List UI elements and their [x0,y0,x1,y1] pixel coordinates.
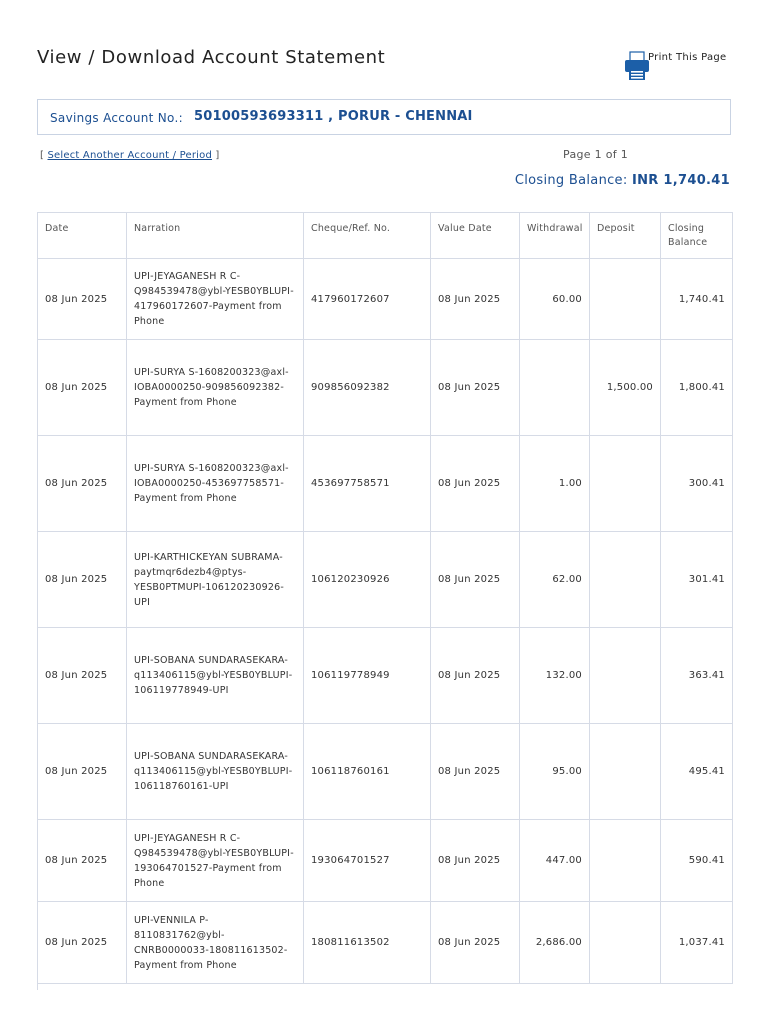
page-indicator: Page 1 of 1 [563,148,629,161]
table-row [38,628,733,724]
cell-deposit [590,436,661,532]
cell-withdrawal: 1.00 [520,436,590,532]
closing-balance-label: Closing Balance: [514,173,628,188]
statement-table [37,212,733,984]
print-label[interactable]: Print This Page [648,52,727,63]
cell-ref: 417960172607 [304,259,431,340]
cell-narration: UPI-SOBANA SUNDARASEKARA-q113406115@ybl-YESB0YBLUPI-106118760161-UPI [127,724,304,820]
table-continuation-border [37,978,38,990]
cell-narration: UPI-KARTHICKEYAN SUBRAMA-paytmqr6dezb4@ptys-YESB0PTMUPI-106120230926-UPI [127,532,304,628]
cell-withdrawal: 60.00 [520,259,590,340]
header-date: Date [38,213,127,259]
print-page-link[interactable] [624,50,736,82]
cell-narration: UPI-VENNILA P-8110831762@ybl-CNRB0000033-180811613502-Payment from Phone [127,902,304,984]
cell-deposit: 1,500.00 [590,340,661,436]
cell-balance: 301.41 [661,532,733,628]
cell-date: 08 Jun 2025 [38,532,127,628]
cell-withdrawal [520,340,590,436]
cell-withdrawal: 2,686.00 [520,902,590,984]
cell-withdrawal: 62.00 [520,532,590,628]
cell-value-date: 08 Jun 2025 [431,532,520,628]
cell-value-date: 08 Jun 2025 [431,259,520,340]
cell-date: 08 Jun 2025 [38,724,127,820]
cell-balance: 363.41 [661,628,733,724]
cell-ref: 106119778949 [304,628,431,724]
bracket-close: ] [215,150,220,161]
cell-narration: UPI-JEYAGANESH R C-Q984539478@ybl-YESB0YBLUPI-193064701527-Payment from Phone [127,820,304,902]
cell-ref: 180811613502 [304,902,431,984]
table-row [38,724,733,820]
table-row [38,259,733,340]
cell-value-date: 08 Jun 2025 [431,724,520,820]
cell-narration: UPI-SURYA S-1608200323@axl-IOBA0000250-909856092382-Payment from Phone [127,340,304,436]
cell-narration: UPI-SURYA S-1608200323@axl-IOBA0000250-453697758571-Payment from Phone [127,436,304,532]
account-info-box [37,99,731,135]
cell-narration: UPI-JEYAGANESH R C-Q984539478@ybl-YESB0YBLUPI-417960172607-Payment from Phone [127,259,304,340]
cell-value-date: 08 Jun 2025 [431,902,520,984]
cell-balance: 300.41 [661,436,733,532]
cell-ref: 909856092382 [304,340,431,436]
table-row [38,436,733,532]
header-ref: Cheque/Ref. No. [304,213,431,259]
cell-balance: 495.41 [661,724,733,820]
table-row [38,532,733,628]
cell-date: 08 Jun 2025 [38,436,127,532]
cell-withdrawal: 447.00 [520,820,590,902]
select-account-row [40,150,220,161]
table-row [38,820,733,902]
bracket-open: [ [40,150,45,161]
cell-deposit [590,532,661,628]
cell-value-date: 08 Jun 2025 [431,820,520,902]
account-number: 50100593693311 , PORUR - CHENNAI [194,109,473,124]
cell-withdrawal: 95.00 [520,724,590,820]
cell-value-date: 08 Jun 2025 [431,340,520,436]
cell-date: 08 Jun 2025 [38,628,127,724]
cell-value-date: 08 Jun 2025 [431,436,520,532]
cell-deposit [590,628,661,724]
cell-ref: 106120230926 [304,532,431,628]
cell-value-date: 08 Jun 2025 [431,628,520,724]
cell-balance: 590.41 [661,820,733,902]
cell-date: 08 Jun 2025 [38,340,127,436]
cell-ref: 193064701527 [304,820,431,902]
cell-ref: 106118760161 [304,724,431,820]
account-label: Savings Account No.: [50,111,183,125]
cell-deposit [590,902,661,984]
cell-balance: 1,740.41 [661,259,733,340]
cell-date: 08 Jun 2025 [38,902,127,984]
select-another-account-link[interactable]: Select Another Account / Period [47,150,213,161]
cell-date: 08 Jun 2025 [38,259,127,340]
closing-balance [515,173,730,188]
cell-narration: UPI-SOBANA SUNDARASEKARA-q113406115@ybl-YESB0YBLUPI-106119778949-UPI [127,628,304,724]
table-row [38,902,733,984]
page-title: View / Download Account Statement [37,47,386,68]
cell-deposit [590,820,661,902]
cell-withdrawal: 132.00 [520,628,590,724]
cell-ref: 453697758571 [304,436,431,532]
cell-deposit [590,259,661,340]
cell-balance: 1,800.41 [661,340,733,436]
printer-icon [624,50,650,82]
header-narration: Narration [127,213,304,259]
header-value-date: Value Date [431,213,520,259]
cell-deposit [590,724,661,820]
cell-balance: 1,037.41 [661,902,733,984]
header-withdrawal: Withdrawal [520,213,590,259]
table-header-row [38,213,733,259]
header-closing-balance: Closing Balance [661,213,733,259]
cell-date: 08 Jun 2025 [38,820,127,902]
header-deposit: Deposit [590,213,661,259]
closing-balance-value: INR 1,740.41 [631,173,730,188]
table-row [38,340,733,436]
